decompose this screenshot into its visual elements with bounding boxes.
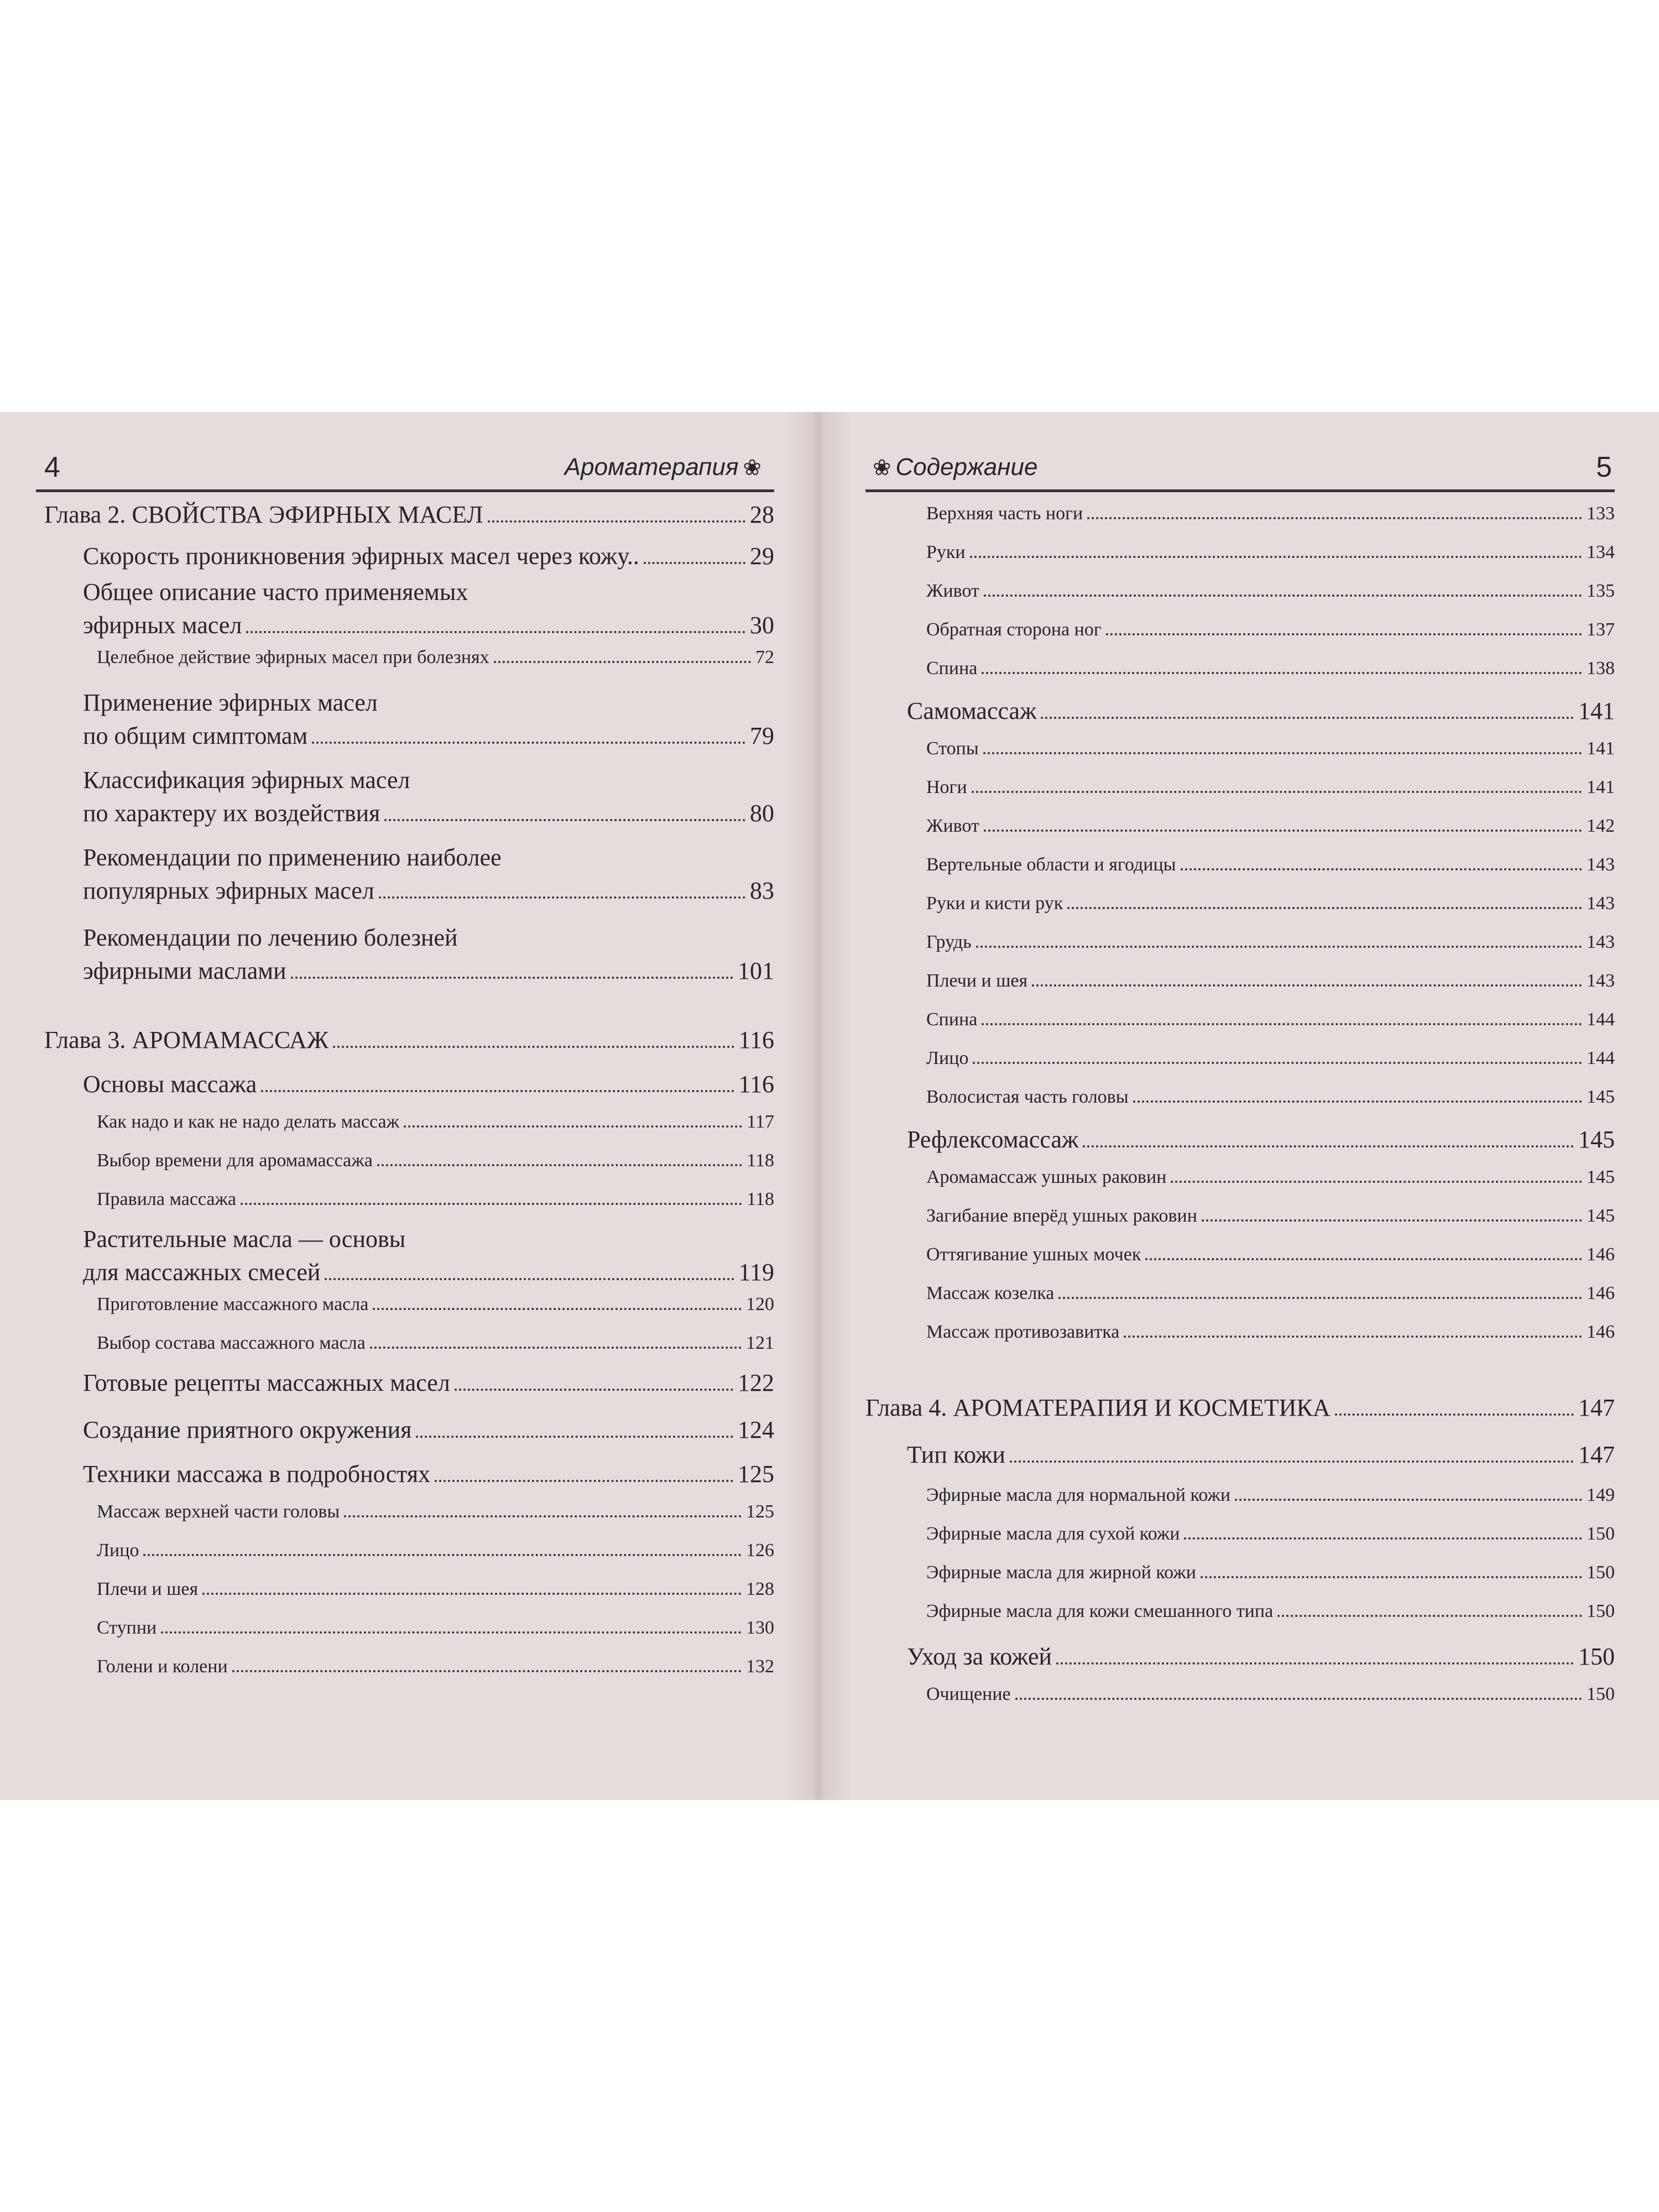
dot-leader [143,1552,742,1556]
dot-leader [1067,905,1582,909]
toc-entry [907,1441,1615,1474]
dot-leader [232,1668,742,1672]
toc-entry-title: Применение эфирных масел [83,689,378,716]
dot-leader [644,560,745,564]
toc-entry [926,893,1615,921]
toc-page-number: 141 [1587,738,1615,759]
dot-leader [1015,1696,1582,1700]
toc-entry-title: Живот [926,816,979,836]
toc-page-number: 146 [1587,1244,1615,1265]
dot-leader [404,1124,742,1128]
toc-entry [926,658,1615,686]
toc-entry-title: Голени и колени [97,1656,228,1677]
book-spread [0,412,1659,1800]
toc-page-number: 147 [1578,1441,1615,1468]
dot-leader [1184,1536,1582,1540]
toc-page-number: 117 [747,1112,774,1132]
dot-leader [983,750,1582,754]
dot-leader [161,1630,742,1634]
toc-entry-title: Приготовление массажного масла [97,1294,369,1314]
toc-entry [97,1579,774,1606]
toc-page-number: 79 [750,722,774,749]
dot-leader [976,944,1582,948]
toc-page-number: 72 [755,647,774,667]
toc-page-number: 119 [738,1259,774,1286]
dot-leader [312,740,745,744]
toc-entry [907,1125,1615,1159]
toc-page-number: 122 [738,1369,774,1396]
dot-leader [984,593,1582,597]
toc-entry-title: Эфирные масла для жирной кожи [926,1562,1196,1583]
toc-entry [83,542,774,575]
toc-page-number: 145 [1587,1087,1615,1107]
toc-page-number: 138 [1587,658,1615,679]
dot-leader [370,1345,742,1349]
toc-entry [44,1026,774,1059]
toc-page-number: 141 [1587,777,1615,797]
toc-page-number: 144 [1587,1009,1615,1030]
toc-entry-title: по характеру их воздействия [83,800,380,827]
toc-entry [926,738,1615,766]
book-gutter [785,412,852,1800]
dot-leader [1133,1099,1582,1103]
toc-entry [97,1656,774,1684]
toc-entry [83,578,774,644]
toc-entry [97,647,774,675]
dot-leader [291,975,733,979]
toc-entry-title: по общим симптомам [83,722,308,749]
toc-page-number: 130 [746,1618,774,1638]
toc-entry-title: Вертельные области и ягодицы [926,854,1176,875]
toc-entry-title: Растительные масла — основы [83,1225,406,1253]
dot-leader [1171,1179,1582,1183]
toc-entry-title: Волосистая часть головы [926,1087,1129,1107]
toc-entry-title: Классификация эфирных масел [83,766,410,794]
toc-page-number: 126 [746,1540,774,1561]
toc-entry [926,542,1615,570]
toc-entry [97,1294,774,1322]
toc-entry [926,1009,1615,1037]
dot-leader [241,1201,742,1205]
dot-leader [1202,1218,1582,1222]
toc-page-number: 121 [746,1333,774,1353]
toc-entry-title: Эфирные масла для нормальной кожи [926,1485,1231,1505]
toc-entry-title: Оттягивание ушных мочек [926,1244,1141,1265]
toc-entry [97,1150,774,1178]
toc-entry [83,1416,774,1449]
toc-entry-title: Стопы [926,738,979,759]
toc-entry [926,503,1615,531]
toc-entry-title: Техники массажа в подробностях [83,1460,431,1488]
toc-entry [926,1087,1615,1114]
toc-page-number: 143 [1587,854,1615,875]
toc-entry-title: Уход за кожей [907,1643,1052,1670]
dot-leader [202,1591,742,1595]
toc-entry-title: Спина [926,1009,978,1030]
toc-page-number: 143 [1587,932,1615,952]
toc-page-number: 141 [1578,697,1615,724]
toc-page-number: 150 [1578,1643,1615,1670]
toc-page-number: 124 [738,1416,774,1443]
toc-page-number: 145 [1587,1206,1615,1226]
dot-leader [1277,1613,1582,1617]
toc-entry [926,1244,1615,1272]
dot-leader [1106,632,1582,635]
dot-leader [1010,1459,1574,1463]
left-page-number: 4 [44,451,60,483]
toc-entry-title: Рекомендации по применению наиболее [83,844,502,871]
toc-entry-title: Правила массажа [97,1189,237,1209]
dot-leader [455,1387,733,1391]
toc-entry-title: Живот [926,581,979,601]
toc-entry-title: эфирными маслами [83,957,286,984]
toc-entry-title: Скорость проникновения эфирных масел через кожу.. [83,542,639,570]
toc-entry-title: Спина [926,658,978,679]
toc-entry-title: Массаж верхней части головы [97,1501,340,1522]
toc-entry-title: Ноги [926,777,967,797]
toc-entry [97,1333,774,1360]
toc-page-number: 145 [1587,1167,1615,1187]
toc-entry [926,1283,1615,1311]
toc-entry [83,766,774,832]
dot-leader [1083,1144,1574,1147]
toc-page-number: 125 [746,1501,774,1522]
dot-leader [1201,1574,1582,1578]
toc-entry-title: Эфирные масла для сухой кожи [926,1524,1180,1544]
toc-entry [865,1394,1615,1427]
toc-page-number: 150 [1587,1562,1615,1583]
toc-entry-title: Самомассаж [907,697,1037,724]
dot-leader [384,817,745,821]
dot-leader [416,1434,733,1438]
toc-entry-title: для массажных смесей [83,1259,321,1286]
toc-entry [926,1322,1615,1349]
toc-entry-title: Как надо и как не надо делать массаж [97,1112,400,1132]
left-running-header [36,445,774,492]
toc-entry [926,777,1615,805]
dot-leader [1087,515,1582,519]
toc-page-number: 143 [1587,971,1615,991]
toc-page-number: 128 [746,1579,774,1599]
right-page-number: 5 [1596,451,1612,483]
toc-page-number: 145 [1578,1126,1615,1153]
dot-leader [1041,715,1574,719]
dot-leader [1058,1295,1582,1299]
toc-entry [926,581,1615,608]
toc-entry-title: эфирных масел [83,612,242,639]
toc-entry-title: Грудь [926,932,972,952]
left-page [36,412,774,1800]
flower-ornament-icon: ❀ [743,456,761,480]
toc-page-number: 137 [1587,619,1615,640]
toc-entry-title: Общее описание часто применяемых [83,578,468,606]
toc-entry-title: Ступни [97,1618,157,1638]
toc-page-number: 144 [1587,1048,1615,1068]
dot-leader [1181,867,1582,870]
toc-page-number: 101 [738,957,774,984]
toc-entry-title: Лицо [97,1540,139,1561]
toc-entry-title: Очищение [926,1684,1011,1704]
toc-entry-title: Загибание вперёд ушных раковин [926,1206,1197,1226]
toc-entry [97,1540,774,1568]
toc-page-number: 118 [747,1189,774,1209]
toc-entry [926,1206,1615,1233]
dot-leader [344,1514,742,1517]
toc-entry [926,1684,1615,1712]
toc-entry-title: Глава 4. АРОМАТЕРАПИЯ И КОСМЕТИКА [865,1394,1331,1421]
toc-entry-title: Плечи и шея [926,971,1028,991]
dot-leader [379,895,745,899]
dot-leader [261,1088,734,1092]
toc-entry [907,1642,1615,1676]
toc-page-number: 150 [1587,1601,1615,1621]
toc-entry-title: Аромамассаж ушных раковин [926,1167,1167,1187]
toc-entry-title: Эфирные масла для кожи смешанного типа [926,1601,1274,1621]
toc-entry-title: Глава 3. АРОМАМАССАЖ [44,1026,329,1053]
toc-page-number: 125 [738,1460,774,1488]
toc-page-number: 150 [1587,1684,1615,1704]
dot-leader [1124,1334,1582,1338]
flower-ornament-icon: ❀ [873,456,891,480]
toc-entry [926,971,1615,998]
toc-entry [926,619,1615,647]
dot-leader [488,519,745,523]
toc-entry [926,1167,1615,1194]
toc-entry-title: Целебное действие эфирных масел при болезнях [97,647,489,667]
dot-leader [1335,1412,1574,1416]
toc-entry [83,1070,774,1103]
dot-leader [982,1021,1582,1025]
toc-entry-title: Рефлексомассаж [907,1126,1079,1153]
toc-entry [44,500,774,534]
dot-leader [1032,983,1582,987]
toc-page-number: 143 [1587,893,1615,914]
toc-page-number: 150 [1587,1524,1615,1544]
toc-page-number: 30 [750,612,774,639]
toc-entry [97,1189,774,1217]
dot-leader [973,1060,1582,1064]
toc-entry [97,1112,774,1139]
toc-entry-title: Массаж козелка [926,1283,1055,1303]
toc-entry-title: Создание приятного окружения [83,1416,412,1443]
dot-leader [1235,1497,1582,1501]
toc-page-number: 146 [1587,1322,1615,1342]
toc-page-number: 120 [746,1294,774,1314]
dot-leader [984,828,1582,832]
toc-entry [97,1618,774,1645]
dot-leader [373,1306,742,1310]
toc-entry [926,1048,1615,1076]
toc-page-number: 142 [1587,816,1615,836]
toc-page-number: 134 [1587,542,1615,562]
dot-leader [494,659,751,663]
right-running-header [865,445,1615,492]
toc-page-number: 133 [1587,503,1615,524]
toc-entry-title: Основы массажа [83,1071,257,1098]
right-page [865,412,1615,1800]
toc-entry [926,854,1615,882]
dot-leader [972,789,1582,793]
toc-entry-title: Тип кожи [907,1441,1005,1468]
dot-leader [377,1162,742,1166]
toc-entry-title: Лицо [926,1048,969,1068]
toc-entry-title: Глава 2. СВОЙСТВА ЭФИРНЫХ МАСЕЛ [44,501,483,528]
toc-entry [926,1601,1615,1629]
toc-entry [83,688,774,755]
right-running-title-text: Содержание [895,453,1038,481]
toc-entry-title: популярных эфирных масел [83,877,374,904]
toc-page-number: 118 [747,1150,774,1171]
right-running-title [868,445,1037,490]
toc-page-number: 135 [1587,581,1615,601]
toc-page-number: 28 [750,501,774,528]
toc-entry [97,1501,774,1529]
toc-entry [926,1524,1615,1551]
toc-entry [83,924,774,990]
toc-page-number: 80 [750,800,774,827]
toc-entry [926,816,1615,843]
toc-entry-title: Выбор состава массажного масла [97,1333,366,1353]
left-running-title [565,445,766,490]
dot-leader [333,1044,734,1048]
toc-entry-title: Готовые рецепты массажных масел [83,1369,450,1396]
toc-page-number: 132 [746,1656,774,1677]
dot-leader [246,629,745,633]
toc-entry [907,697,1615,730]
toc-entry [926,1485,1615,1512]
toc-entry-title: Руки [926,542,966,562]
dot-leader [435,1478,733,1482]
toc-entry [926,1562,1615,1590]
toc-entry-title: Обратная сторона ног [926,619,1102,640]
dot-leader [325,1276,734,1280]
left-running-title-text: Ароматерапия [564,453,739,481]
toc-entry [83,1369,774,1402]
toc-entry [83,843,774,910]
toc-page-number: 83 [750,877,774,904]
toc-entry-title: Выбор времени для аромамассажа [97,1150,373,1171]
toc-entry-title: Руки и кисти рук [926,893,1063,914]
toc-entry-title: Рекомендации по лечению болезней [83,924,458,951]
toc-page-number: 29 [750,542,774,570]
dot-leader [970,554,1582,558]
toc-entry [83,1225,774,1291]
toc-page-number: 146 [1587,1283,1615,1303]
toc-page-number: 147 [1578,1394,1615,1421]
dot-leader [1056,1661,1574,1665]
toc-entry-title: Плечи и шея [97,1579,199,1599]
dot-leader [1145,1256,1582,1260]
dot-leader [982,670,1582,674]
toc-page-number: 116 [738,1071,774,1098]
toc-entry-title: Массаж противозавитка [926,1322,1120,1342]
toc-entry-title: Верхняя часть ноги [926,503,1083,524]
toc-page-number: 149 [1587,1485,1615,1505]
toc-page-number: 116 [738,1026,774,1053]
toc-entry [926,932,1615,959]
toc-entry [83,1460,774,1493]
